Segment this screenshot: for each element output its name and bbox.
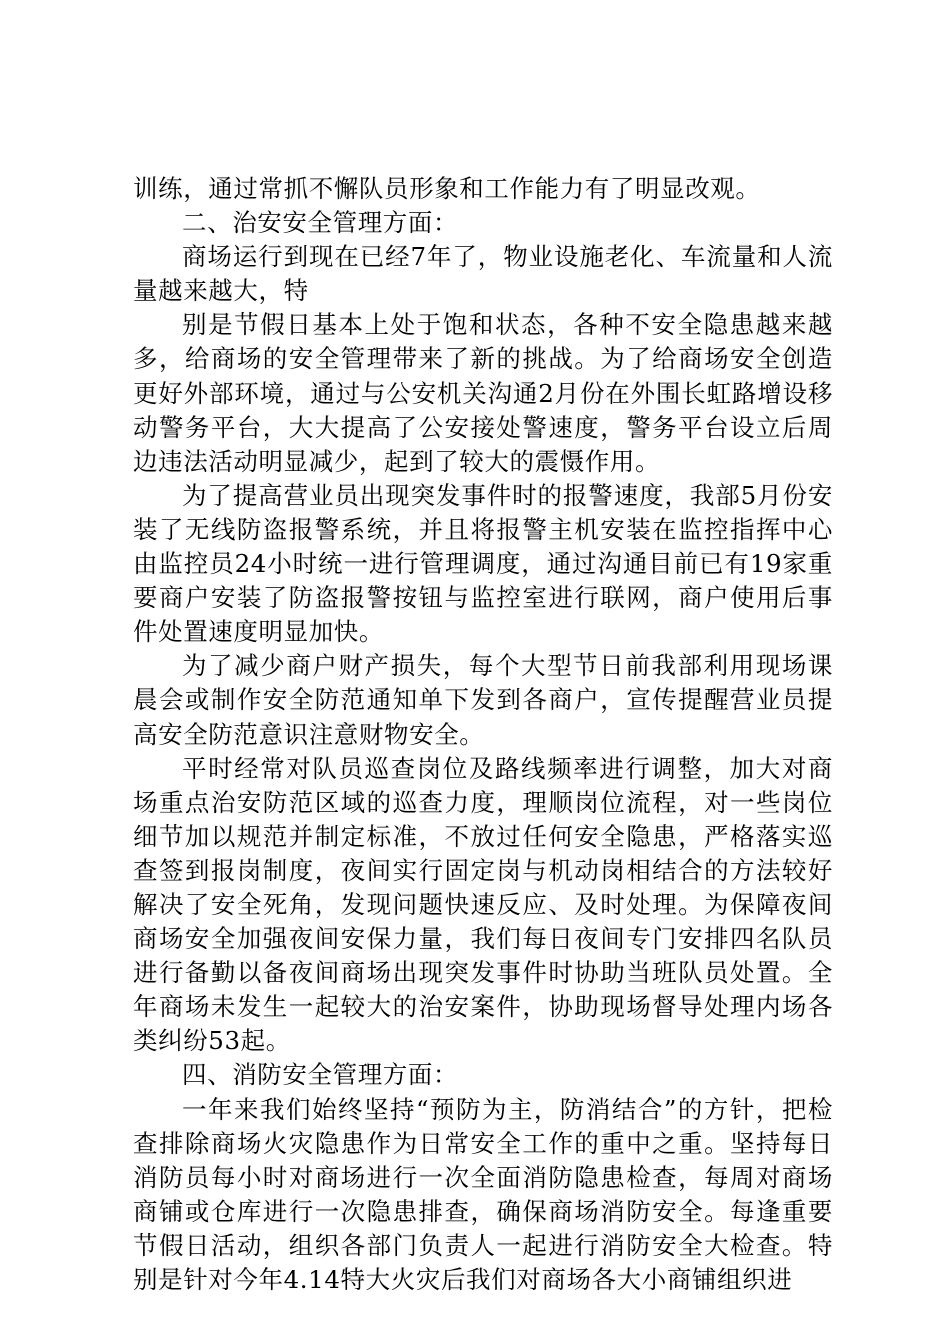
section-heading-public-security: 二、治安安全管理方面： <box>182 208 459 238</box>
paragraph-mall-operation: 商场运行到现在已经7年了，物业设施老化、车流量和人流量越来越大，特 <box>133 242 833 306</box>
document-body <box>133 172 833 1297</box>
paragraph-holiday-saturation: 别是节假日基本上处于饱和状态，各种不安全隐患越来越多，给商场的安全管理带来了新的挑战。为了给商场安全创造更好外部环境，通过与公安机关沟通2月份在外围长虹路增设移动警务平台，大大提高了公安接处警速度，警务平台设立后周边违法活动明显减少，起到了较大的震慑作用。 <box>133 310 833 476</box>
paragraph-continuation: 训练，通过常抓不懈队员形象和工作能力有了明显改观。 <box>133 174 761 203</box>
paragraph-property-loss: 为了减少商户财产损失，每个大型节日前我部利用现场课晨会或制作安全防范通知单下发到各商户，宣传提醒营业员提高安全防范意识注意财物安全。 <box>133 651 833 749</box>
section-heading-fire-safety: 四、消防安全管理方面： <box>182 1060 459 1090</box>
paragraph-patrol: 平时经常对队员巡查岗位及路线频率进行调整，加大对商场重点治安防范区域的巡查力度，理顺岗位流程，对一些岗位细节加以规范并制定标准，不放过任何安全隐患，严格落实巡查签到报岗制度，夜间实行固定岗与机动岗相结合的方法较好解决了安全死角，发现问题快速反应、及时处理。为保障夜间商场安全加强夜间安保力量，我们每日夜间专门安排四名队员进行备勤以备夜间商场出现突发事件时协助当班队员处置。全年商场未发生一起较大的治安案件，协助现场督导处理内场各类纠纷53起。 <box>133 753 833 1056</box>
paragraph-alarm-system: 为了提高营业员出现突发事件时的报警速度，我部5月份安装了无线防盗报警系统，并且将报警主机安装在监控指挥中心由监控员24小时统一进行管理调度，通过沟通目前已有19家重要商户安装了防盗报警按钮与监控室进行联网，商户使用后事件处置速度明显加快。 <box>133 480 833 647</box>
paragraph-fire-prevention: 一年来我们始终坚持“预防为主，防消结合”的方针，把检查排除商场火灾隐患作为日常安全工作的重中之重。坚持每日消防员每小时对商场进行一次全面消防隐患检查，每周对商场商铺或仓库进行一次隐患排查，确保商场消防安全。每逢重要节假日活动，组织各部门负责人一起进行消防安全大检查。特别是针对今年4.14特大火灾后我们对商场各大小商铺组织进 <box>133 1094 833 1294</box>
